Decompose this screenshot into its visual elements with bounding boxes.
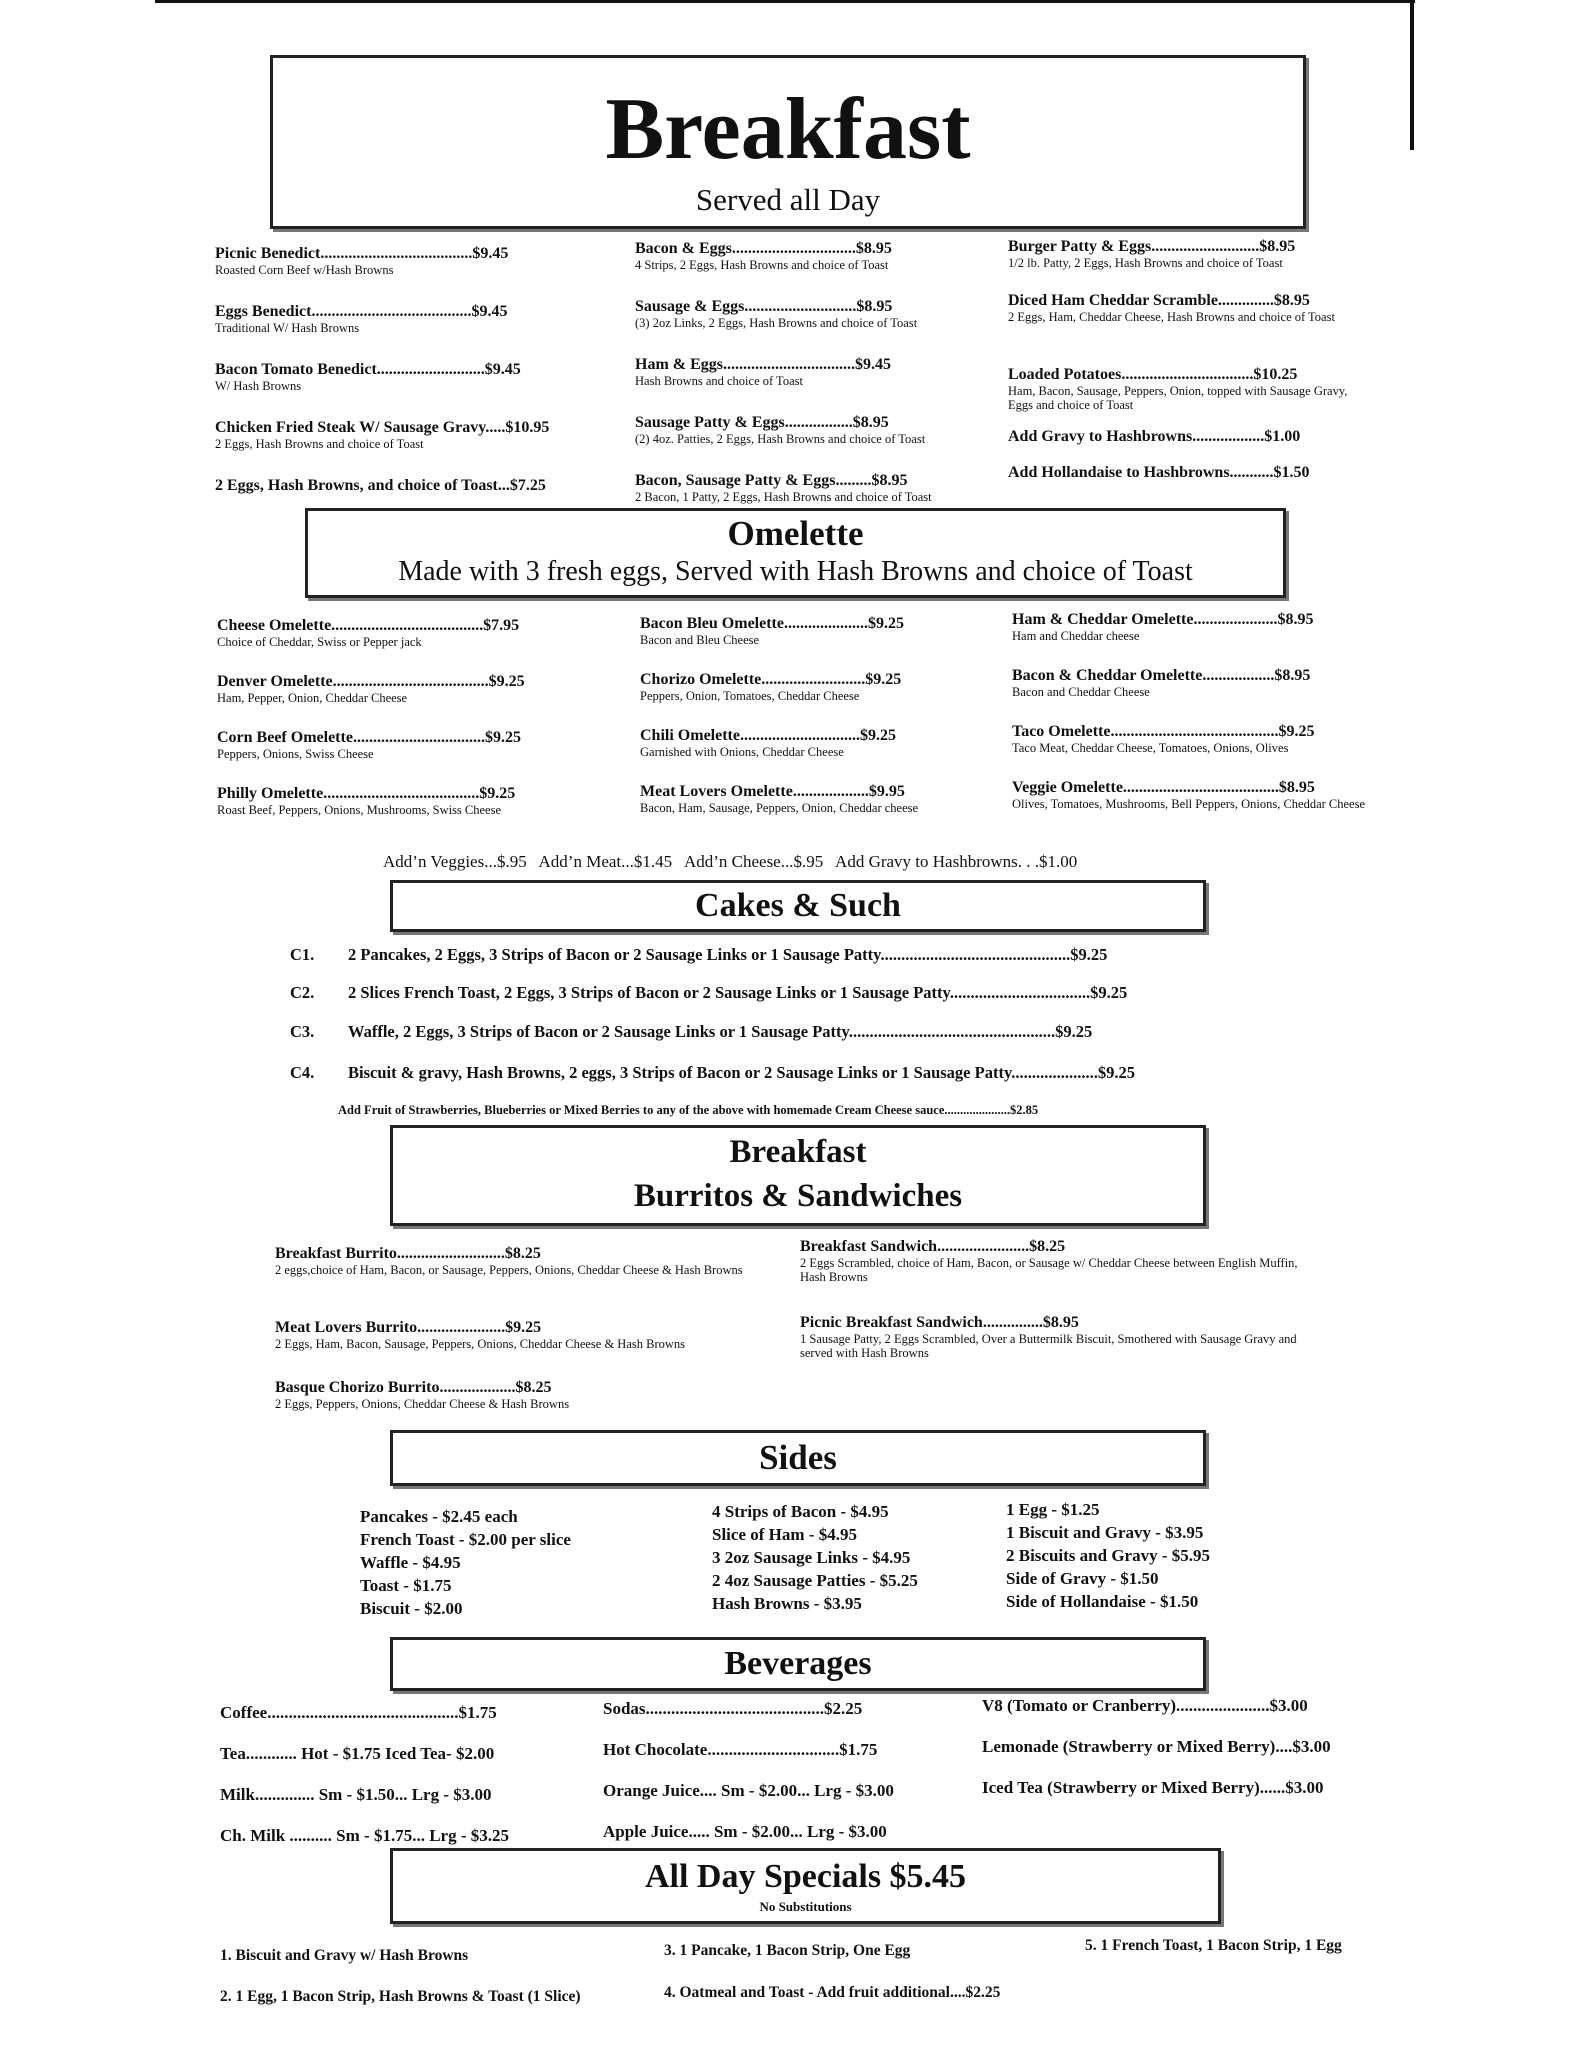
list-item: 2 Biscuits and Gravy - $5.95 <box>1006 1546 1211 1565</box>
beverages-title: Beverages <box>724 1645 872 1682</box>
menu-item: Diced Ham Cheddar Scramble..............$8.95 2 Eggs, Ham, Cheddar Cheese, Hash Browns and choice of Toast <box>1008 292 1335 324</box>
list-item: Lemonade (Strawberry or Mixed Berry)....$3.00 <box>982 1737 1331 1756</box>
cake-item: C3. Waffle, 2 Eggs, 3 Strips of Bacon or 2 Sausage Links or 1 Sausage Patty..................................................$9.25 <box>290 1022 1093 1041</box>
list-item: Waffle - $4.95 <box>360 1553 461 1572</box>
menu-item: Sausage Patty & Eggs.................$8.95 (2) 4oz. Patties, 2 Eggs, Hash Browns and choice of Toast <box>635 414 926 446</box>
sides-col-2 <box>712 1500 918 1615</box>
cakes-note: Add Fruit of Strawberries, Blueberries or Mixed Berries to any of the above with homemade Cream Cheese sauce.....................$2.85 <box>338 1103 1039 1117</box>
menu-item: Breakfast Burrito...........................$8.25 2 eggs,choice of Ham, Bacon, or Sausage, Peppers, Onions, Cheddar Cheese & Hash Browns <box>275 1245 743 1277</box>
burritos-title-line2: Burritos & Sandwiches <box>633 1178 963 1214</box>
sides-col-1 <box>360 1505 571 1620</box>
menu-item: Bacon Tomato Benedict...........................$9.45 W/ Hash Browns <box>215 361 521 393</box>
list-item: 2 4oz Sausage Patties - $5.25 <box>712 1571 918 1590</box>
list-item: 3 2oz Sausage Links - $4.95 <box>712 1548 911 1567</box>
list-item: Tea............ Hot - $1.75 Iced Tea- $2.00 <box>220 1744 495 1763</box>
list-item: Side of Hollandaise - $1.50 <box>1006 1592 1199 1611</box>
menu-item: Cheese Omelette......................................$7.95 Choice of Cheddar, Swiss or Pepper jack <box>217 617 520 649</box>
list-item: Biscuit - $2.00 <box>360 1599 463 1618</box>
menu-item: Bacon, Sausage Patty & Eggs.........$8.95 2 Bacon, 1 Patty, 2 Eggs, Hash Browns and choice of Toast <box>635 472 932 504</box>
list-item: 4 Strips of Bacon - $4.95 <box>712 1502 889 1521</box>
menu-item: Meat Lovers Burrito......................$9.25 2 Eggs, Ham, Bacon, Sausage, Peppers, Onions, Cheddar Cheese & Hash Browns <box>275 1319 686 1351</box>
menu-item: Bacon Bleu Omelette.....................$9.25 Bacon and Bleu Cheese <box>640 615 904 647</box>
menu-item: Add Gravy to Hashbrowns..................$1.00 <box>1008 428 1301 445</box>
menu-item: Bacon & Eggs...............................$8.95 4 Strips, 2 Eggs, Hash Browns and choice of Toast <box>635 240 892 272</box>
special-item: 1. Biscuit and Gravy w/ Hash Browns <box>220 1947 469 1964</box>
list-item: Toast - $1.75 <box>360 1576 452 1595</box>
list-item: French Toast - $2.00 per slice <box>360 1530 571 1549</box>
specials-subtitle: No Substitutions <box>759 1899 852 1914</box>
cakes-title: Cakes & Such <box>695 887 901 924</box>
breakfast-col-2 <box>635 240 995 518</box>
breakfast-col-3 <box>1008 238 1363 496</box>
list-item: Sodas..........................................$2.25 <box>603 1699 863 1718</box>
menu-item: Chicken Fried Steak W/ Sausage Gravy.....$10.95 2 Eggs, Hash Browns and choice of Toast <box>215 419 550 451</box>
menu-item: Loaded Potatoes.................................$10.25 Ham, Bacon, Sausage, Peppers, Onion, topped with Sausage Gravy, Eggs and choice of Toast <box>1008 366 1348 412</box>
menu-item: Sausage & Eggs............................$8.95 (3) 2oz Links, 2 Eggs, Hash Browns and choice of Toast <box>635 298 918 330</box>
special-item: 2. 1 Egg, 1 Bacon Strip, Hash Browns & Toast (1 Slice) <box>220 1988 581 2005</box>
sides-title: Sides <box>759 1438 837 1477</box>
list-item: Apple Juice..... Sm - $2.00... Lrg - $3.00 <box>603 1822 887 1841</box>
omelette-col-1 <box>217 617 607 831</box>
specials-header-box <box>390 1848 1221 1924</box>
breakfast-subtitle: Served all Day <box>695 182 881 217</box>
omelette-col-3 <box>1012 611 1372 825</box>
beverages-col-2 <box>603 1688 894 1852</box>
sides-header-box <box>390 1430 1206 1486</box>
list-item: Coffee.............................................$1.75 <box>220 1703 497 1722</box>
list-item: Orange Juice.... Sm - $2.00... Lrg - $3.00 <box>603 1781 894 1800</box>
list-item: Iced Tea (Strawberry or Mixed Berry)......$3.00 <box>982 1778 1324 1797</box>
omelette-subtitle: Made with 3 fresh eggs, Served with Hash Browns and choice of Toast <box>398 556 1193 587</box>
special-item: 4. Oatmeal and Toast - Add fruit additional....$2.25 <box>664 1984 1001 2001</box>
breakfast-title: Breakfast <box>605 81 971 178</box>
top-border-line <box>155 0 1415 3</box>
omelette-col-2 <box>640 615 1000 829</box>
special-item: 3. 1 Pancake, 1 Bacon Strip, One Egg <box>664 1942 911 1959</box>
burritos-title-line1: Breakfast <box>729 1134 867 1170</box>
menu-item: Add Hollandaise to Hashbrowns...........$1.50 <box>1008 464 1310 481</box>
beverages-col-1 <box>220 1692 509 1856</box>
burritos-right <box>800 1238 1300 1374</box>
menu-item: Burger Patty & Eggs...........................$8.95 1/2 lb. Patty, 2 Eggs, Hash Browns and choice of Toast <box>1008 238 1296 270</box>
menu-item: Picnic Benedict......................................$9.45 Roasted Corn Beef w/Hash Browns <box>215 245 509 277</box>
list-item: Ch. Milk .......... Sm - $1.75... Lrg - $3.25 <box>220 1826 509 1845</box>
cake-item: C1. 2 Pancakes, 2 Eggs, 3 Strips of Bacon or 2 Sausage Links or 1 Sausage Patty..............................................$9.25 <box>290 945 1108 964</box>
list-item: V8 (Tomato or Cranberry)......................$3.00 <box>982 1696 1308 1715</box>
sides-col-3 <box>1006 1498 1210 1613</box>
right-edge-line <box>1410 0 1414 150</box>
menu-item: Ham & Eggs.................................$9.45 Hash Browns and choice of Toast <box>635 356 891 388</box>
menu-item: Denver Omelette.......................................$9.25 Ham, Pepper, Onion, Cheddar Cheese <box>217 673 525 705</box>
special-item: 5. 1 French Toast, 1 Bacon Strip, 1 Egg <box>1085 1937 1342 1954</box>
menu-item: Meat Lovers Omelette...................$9.95 Bacon, Ham, Sausage, Peppers, Onion, Cheddar cheese <box>640 783 919 815</box>
menu-item: Taco Omelette..........................................$9.25 Taco Meat, Cheddar Cheese, Tomatoes, Onions, Olives <box>1012 723 1315 755</box>
menu-item: 2 Eggs, Hash Browns, and choice of Toast...$7.25 <box>215 477 546 494</box>
menu-item: Philly Omelette.......................................$9.25 Roast Beef, Peppers, Onions, Mushrooms, Swiss Cheese <box>217 785 516 817</box>
omelette-addons: Add’n Veggies...$.95 Add’n Meat...$1.45 Add’n Cheese...$.95 Add Gravy to Hashbrowns. . .$1.00 <box>383 852 1078 871</box>
menu-item: Chili Omelette..............................$9.25 Garnished with Onions, Cheddar Cheese <box>640 727 896 759</box>
beverages-col-3 <box>982 1685 1331 1808</box>
menu-item: Chorizo Omelette..........................$9.25 Peppers, Onion, Tomatoes, Cheddar Cheese <box>640 671 902 703</box>
list-item: 1 Biscuit and Gravy - $3.95 <box>1006 1523 1204 1542</box>
list-item: Side of Gravy - $1.50 <box>1006 1569 1159 1588</box>
menu-item: Picnic Breakfast Sandwich...............$8.95 1 Sausage Patty, 2 Eggs Scrambled, Over a Buttermilk Biscuit, Smothered with Sausage Gravy and served with Hash Browns <box>800 1314 1297 1360</box>
list-item: 1 Egg - $1.25 <box>1006 1500 1100 1519</box>
cake-item: C4. Biscuit & gravy, Hash Browns, 2 eggs, 3 Strips of Bacon or 2 Sausage Links or 1 Sausage Patty.....................$9.25 <box>290 1063 1136 1082</box>
menu-item: Basque Chorizo Burrito...................$8.25 2 Eggs, Peppers, Onions, Cheddar Cheese & Hash Browns <box>275 1379 570 1411</box>
beverages-header-box <box>390 1637 1206 1691</box>
omelette-header-box <box>305 508 1286 598</box>
breakfast-col-1 <box>215 245 595 509</box>
specials-title: All Day Specials $5.45 <box>644 1858 967 1895</box>
menu-item: Eggs Benedict........................................$9.45 Traditional W/ Hash Browns <box>215 303 508 335</box>
list-item: Hash Browns - $3.95 <box>712 1594 862 1613</box>
list-item: Slice of Ham - $4.95 <box>712 1525 857 1544</box>
menu-item: Breakfast Sandwich.......................$8.25 2 Eggs Scrambled, choice of Ham, Bacon, or Sausage w/ Cheddar Cheese between English Muffin, Hash Browns <box>800 1238 1298 1284</box>
menu-item: Corn Beef Omelette.................................$9.25 Peppers, Onions, Swiss Cheese <box>217 729 521 761</box>
menu-item: Bacon & Cheddar Omelette..................$8.95 Bacon and Cheddar Cheese <box>1012 667 1311 699</box>
cakes-header-box <box>390 880 1206 932</box>
list-item: Hot Chocolate...............................$1.75 <box>603 1740 878 1759</box>
menu-item: Ham & Cheddar Omelette.....................$8.95 Ham and Cheddar cheese <box>1012 611 1314 643</box>
burritos-left <box>275 1245 785 1425</box>
cake-item: C2. 2 Slices French Toast, 2 Eggs, 3 Strips of Bacon or 2 Sausage Links or 1 Sausage Patty..................................$9.25 <box>290 983 1128 1002</box>
omelette-title: Omelette <box>727 514 864 553</box>
list-item: Milk.............. Sm - $1.50... Lrg - $3.00 <box>220 1785 492 1804</box>
menu-item: Veggie Omelette.......................................$8.95 Olives, Tomatoes, Mushrooms, Bell Peppers, Onions, Cheddar Cheese <box>1012 779 1366 811</box>
list-item: Pancakes - $2.45 each <box>360 1507 518 1526</box>
burritos-header-box <box>390 1125 1206 1226</box>
breakfast-header-box <box>270 55 1306 229</box>
